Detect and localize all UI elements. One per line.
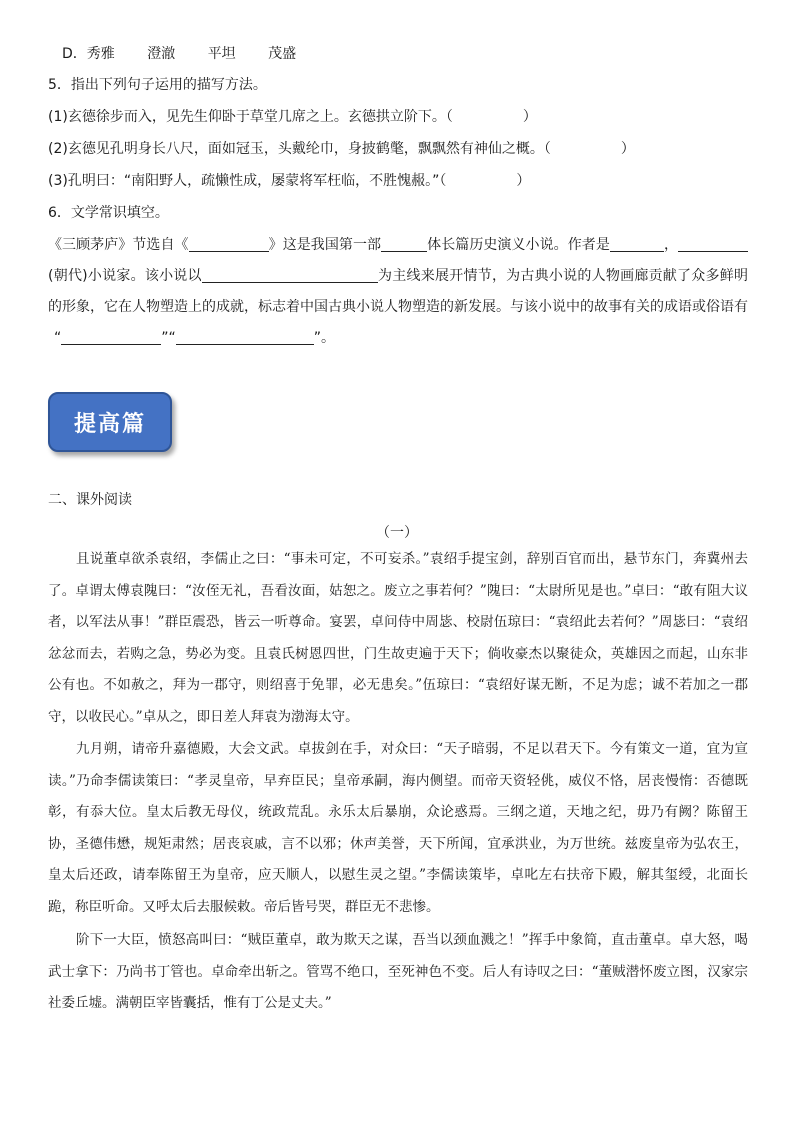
q6-text-1: 《三顾茅庐》节选自《: [48, 237, 189, 253]
passage-paragraph-3: 阶下一大臣，愤怒高叫曰：“贼臣董卓，敢为欺天之谋，吾当以颈血溅之！”挥手中象简，直击董卓。卓大怒，喝武士拿下：乃尚书丁管也。卓命牵出斩之。管骂不绝口，至死神色不变。后人有诗叹之曰：“董贼潜怀废立图，汉家宗社委丘墟。满朝臣宰皆囊括，惟有丁公是丈夫。”: [48, 932, 748, 1011]
q6-text-3: 体长篇历史演义小说。作者是: [427, 237, 610, 253]
question-5-sentence-2: (2)玄德见孔明身长八尺，面如冠玉，头戴纶巾，身披鹤氅，飘飘然有神仙之概。（ ）: [48, 141, 635, 157]
q6-text-9: ”。: [313, 330, 336, 346]
answer-blank[interactable]: [678, 235, 748, 252]
answer-blank[interactable]: [61, 328, 161, 345]
question-5-sentence-1: (1)玄德徐步而入，见先生仰卧于草堂几席之上。玄德拱立阶下。（ ）: [48, 109, 537, 125]
passage-paragraph-1: 且说董卓欲杀袁绍，李儒止之曰：“事未可定，不可妄杀。”袁绍手提宝剑，辞别百官而出，悬节东门，奔冀州去了。卓谓太傅袁隗曰：“汝侄无礼，吾看汝面，姑恕之。废立之事若何？”隗曰：“太尉所见是也。”卓曰：“敢有阻大议者，以军法从事！”群臣震恐，皆云一听尊命。宴罢，卓问侍中周毖、校尉伍琼曰：“袁绍此去若何？”周毖曰：“袁绍忿忿而去，若购之急，势必为变。且袁氏树恩四世，门生故吏遍于天下；倘收豪杰以聚徒众，英雄因之而起，山东非公有也。不如赦之，拜为一郡守，则绍喜于免罪，必无患矣。”伍琼曰：“袁绍好谋无断，不足为虑；诚不若加之一郡守，以收民心。”卓从之，即日差人拜袁为渤海太守。: [48, 551, 748, 725]
q6-text-8: ”“: [161, 330, 176, 346]
q6-text-5: (朝代)小说家。该小说以: [48, 268, 202, 284]
q6-text-4: ，: [663, 237, 679, 253]
section-badge: 提高篇: [48, 392, 172, 452]
question-6-title: 6．文学常识填空。: [48, 205, 169, 221]
answer-blank[interactable]: [202, 266, 378, 283]
q6-text-7: “: [54, 330, 62, 346]
question-6-body: [48, 230, 748, 354]
option-d-word2: 澄澈: [147, 46, 176, 62]
option-d-word4: 茂盛: [268, 46, 297, 62]
question-5-title: 5．指出下列句子运用的描写方法。: [48, 77, 267, 93]
question-5-sentence-3: (3)孔明曰：“南阳野人，疏懒性成，屡蒙将军枉临，不胜愧赧。”（ ）: [48, 173, 531, 189]
option-d-word3: 平坦: [207, 46, 236, 62]
section-2-heading: 二、课外阅读: [48, 492, 132, 508]
option-d-word1: D．秀雅: [62, 46, 115, 62]
answer-blank[interactable]: [610, 235, 664, 252]
answer-blank[interactable]: [176, 328, 314, 345]
q6-text-6: 为主线来展开情节，为古典小说的人物画廊贡献了众多鲜明的形象，它在人物塑造上的成就，标志着中国古典小说人物塑造的新发展。与该小说中的故事有关的成语或俗语有: [48, 268, 748, 315]
option-d: [48, 44, 324, 64]
answer-blank[interactable]: [381, 235, 427, 252]
q6-text-2: 》这是我国第一部: [268, 237, 382, 253]
passage-paragraph-2: 九月朔，请帝升嘉德殿，大会文武。卓拔剑在手，对众曰：“天子暗弱，不足以君天下。今有策文一道，宜为宣读。”乃命李儒读策曰：“孝灵皇帝，早弃臣民；皇帝承嗣，海内侧望。而帝天资轻佻，威仪不恪，居丧慢惰：否德既彰，有忝大位。皇太后教无母仪，统政荒乱。永乐太后暴崩，众论惑焉。三纲之道，天地之纪，毋乃有阙？陈留王协，圣德伟懋，规矩肃然；居丧哀戚，言不以邪；休声美誉，天下所闻，宜承洪业，为万世统。兹废皇帝为弘农王，皇太后还政，请奉陈留王为皇帝，应天顺人，以慰生灵之望。”李儒读策毕，卓叱左右扶帝下殿，解其玺绶，北面长跪，称臣听命。又呼太后去服候敕。帝后皆号哭，群臣无不悲惨。: [48, 741, 748, 915]
passage-number: （一）: [376, 525, 418, 541]
answer-blank[interactable]: [189, 235, 269, 252]
